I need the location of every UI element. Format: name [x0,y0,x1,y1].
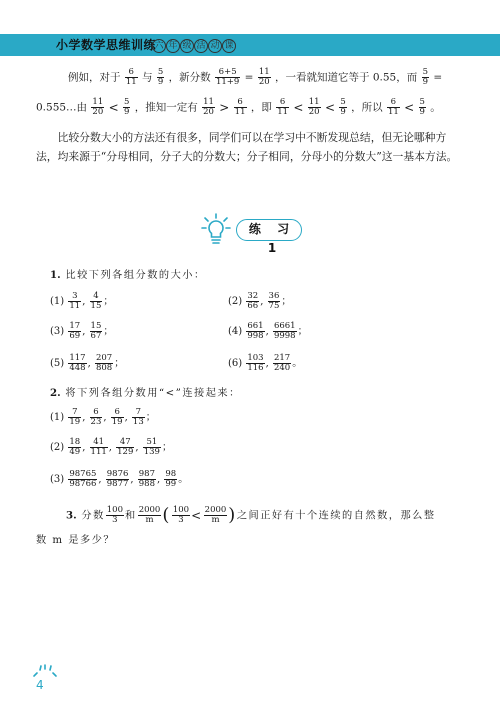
question-number: 3. [66,509,77,522]
less-than-sign: < [108,100,119,115]
q2-item-2: (2) $\frac{18}{49}$ , $\frac{41}{111}$ , $\frac{47}{129}$ , $\frac{51}{139}$ ； [50,437,172,457]
q1-item-3: (3) $\frac{17}{69}$ , $\frac{15}{67}$ ； [50,321,114,341]
page-number: 4 [36,678,44,692]
intro-line-2 [36,98,441,117]
fraction: $\frac{11}{20}$ [203,97,214,117]
q1-item-5: (5) $\frac{117}{448}$ , $\frac{207}{808}$ ； [50,353,125,373]
equals-sign: = [244,71,254,84]
intro-text: ，新分数 [168,71,211,84]
intro-text: 与 [142,71,153,84]
fraction: $\frac{5}{9}$ [123,97,130,117]
sunburst-decoration-icon [30,664,60,678]
less-than-sign: < [404,100,415,115]
exercise-label: 练 习 [248,222,296,236]
grade-char: 年 [166,39,180,53]
grade-label [152,37,236,53]
fraction: $\frac{5}{9}$ [419,97,425,117]
method-paragraph: 比较分数大小的方法还有很多，同学们可以在学习中不断发现总结，但无论哪种方法，均来源于“分母相同，分子大的分数大；分子相同，分母小的分数大”这一基本方法。 [36,131,458,163]
fraction: $\frac{5}{9}$ [157,67,164,87]
fraction: $\frac{11}{20}$ [308,97,320,117]
q1-item-6: (6) $\frac{103}{116}$ , $\frac{217}{240}$ 。 [228,353,303,373]
intro-text: ，推知一定有 [134,101,198,114]
fraction: $\frac{6+5}{11+9}$ [215,67,240,87]
less-than-sign: < [324,100,335,115]
fraction: $\frac{6}{11}$ [277,97,289,117]
exercise-heading [200,212,310,255]
question-text: 将下列各组分数用“<”连接起来： [65,388,241,399]
book-title: 小学数学思维训练 [56,38,157,52]
grade-char: 课 [222,39,236,53]
exercise-number: 1 [267,241,277,255]
fraction: $\frac{6}{11}$ [234,97,246,117]
q1-item-4: (4) $\frac{661}{998}$ , $\frac{6661}{9998}$ ； [228,321,308,341]
intro-text: ，所以 [351,101,383,114]
grade-char: 六 [152,39,166,53]
q2-item-1: (1) $\frac{7}{19}$ , $\frac{6}{23}$ , $\frac{6}{19}$ , $\frac{7}{13}$ ； [50,407,156,427]
question-number: 2. [50,387,61,399]
equals-sign: = [433,71,443,84]
fraction: $\frac{11}{20}$ [92,97,104,117]
intro-line-1 [68,68,442,87]
intro-text: ，即 [250,101,272,114]
grade-char: 活 [194,39,208,53]
fraction: $\frac{11}{20}$ [258,67,270,87]
greater-than-sign: > [219,100,230,115]
grade-char: 级 [180,39,194,53]
intro-text: 。 [430,101,441,114]
question-3-line-1: 3. 分数 $\frac{100}{3}$ 和 $\frac{2000}{m}$ ( $\frac{100}{3}$ < $\frac{2000}{m}$ )之间正好有十个连续的自然数，那么整 [66,504,436,526]
question-1-title [50,268,206,283]
q1-item-1: (1) $\frac{3}{11}$ , $\frac{4}{15}$ ； [50,291,114,311]
fraction: $\frac{6}{11}$ [387,97,399,117]
grade-char: 动 [208,39,222,53]
lightbulb-icon [200,212,236,248]
fraction: $\frac{5}{9}$ [340,97,346,117]
intro-text: 0.555…由 [36,101,88,114]
fraction: $\frac{6}{11}$ [125,67,137,87]
less-than-sign: < [293,100,304,115]
intro-text: 例如，对于 [68,71,121,84]
question-text: 比较下列各组分数的大小： [65,270,206,281]
fraction: $\frac{5}{9}$ [422,67,428,87]
q1-item-2: (2) $\frac{32}{66}$ , $\frac{36}{75}$ ； [228,291,292,311]
question-3-line-2: 数 m 是多少？ [36,535,116,546]
intro-text: ，一看就知道它等于 0.55，而 [275,71,418,84]
question-2-title [50,386,241,401]
question-number: 1. [50,269,61,281]
exercise-badge [236,219,302,255]
q2-item-3: (3) $\frac{98765}{98766}$ , $\frac{9876}{9877}$ , $\frac{987}{988}$ , $\frac{98}{99}$ 。 [50,469,189,489]
